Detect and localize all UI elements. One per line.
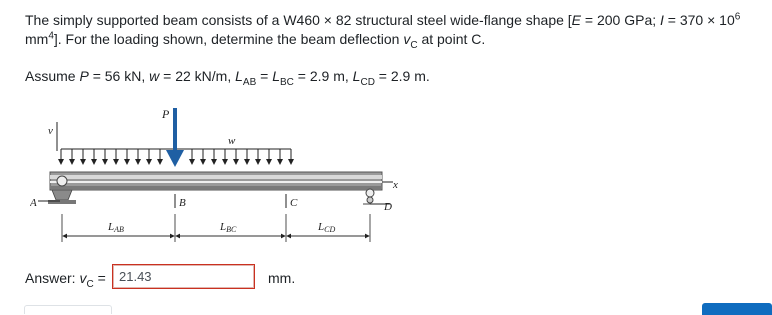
- unit-label: mm.: [268, 270, 296, 286]
- label-LCD: LCD: [318, 221, 336, 234]
- label-A: A: [30, 197, 37, 209]
- beam-diagram: [30, 96, 400, 246]
- label-LAB: LAB: [108, 221, 124, 234]
- label-D: D: [384, 201, 392, 213]
- label-v: v: [48, 125, 53, 137]
- label-w: w: [228, 135, 236, 147]
- answer-label: Answer: $v_C$ =: [25, 270, 106, 290]
- problem-statement: The simply supported beam consists of a W460 × 82 structural steel wide-flange shape [E = 200 GPa; $I = 370 \times 10^6$ $mm^4$]. For the loading shown, determine the beam deflection $v_C$ at point C.: [25, 11, 741, 51]
- label-x: x: [393, 179, 398, 191]
- label-LBC: LBC: [220, 221, 237, 234]
- secondary-button[interactable]: [24, 305, 112, 314]
- label-B: B: [179, 197, 186, 209]
- label-P: P: [162, 107, 170, 121]
- label-C: C: [290, 197, 298, 209]
- check-button[interactable]: [702, 303, 772, 315]
- beam: [50, 172, 382, 190]
- answer-input[interactable]: [112, 264, 255, 289]
- given-values: Assume P = 56 kN, w = 22 kN/m, $L_{AB} = L_{BC} = 2.9$ m, $L_{CD} = 2.9$ m.: [25, 68, 430, 88]
